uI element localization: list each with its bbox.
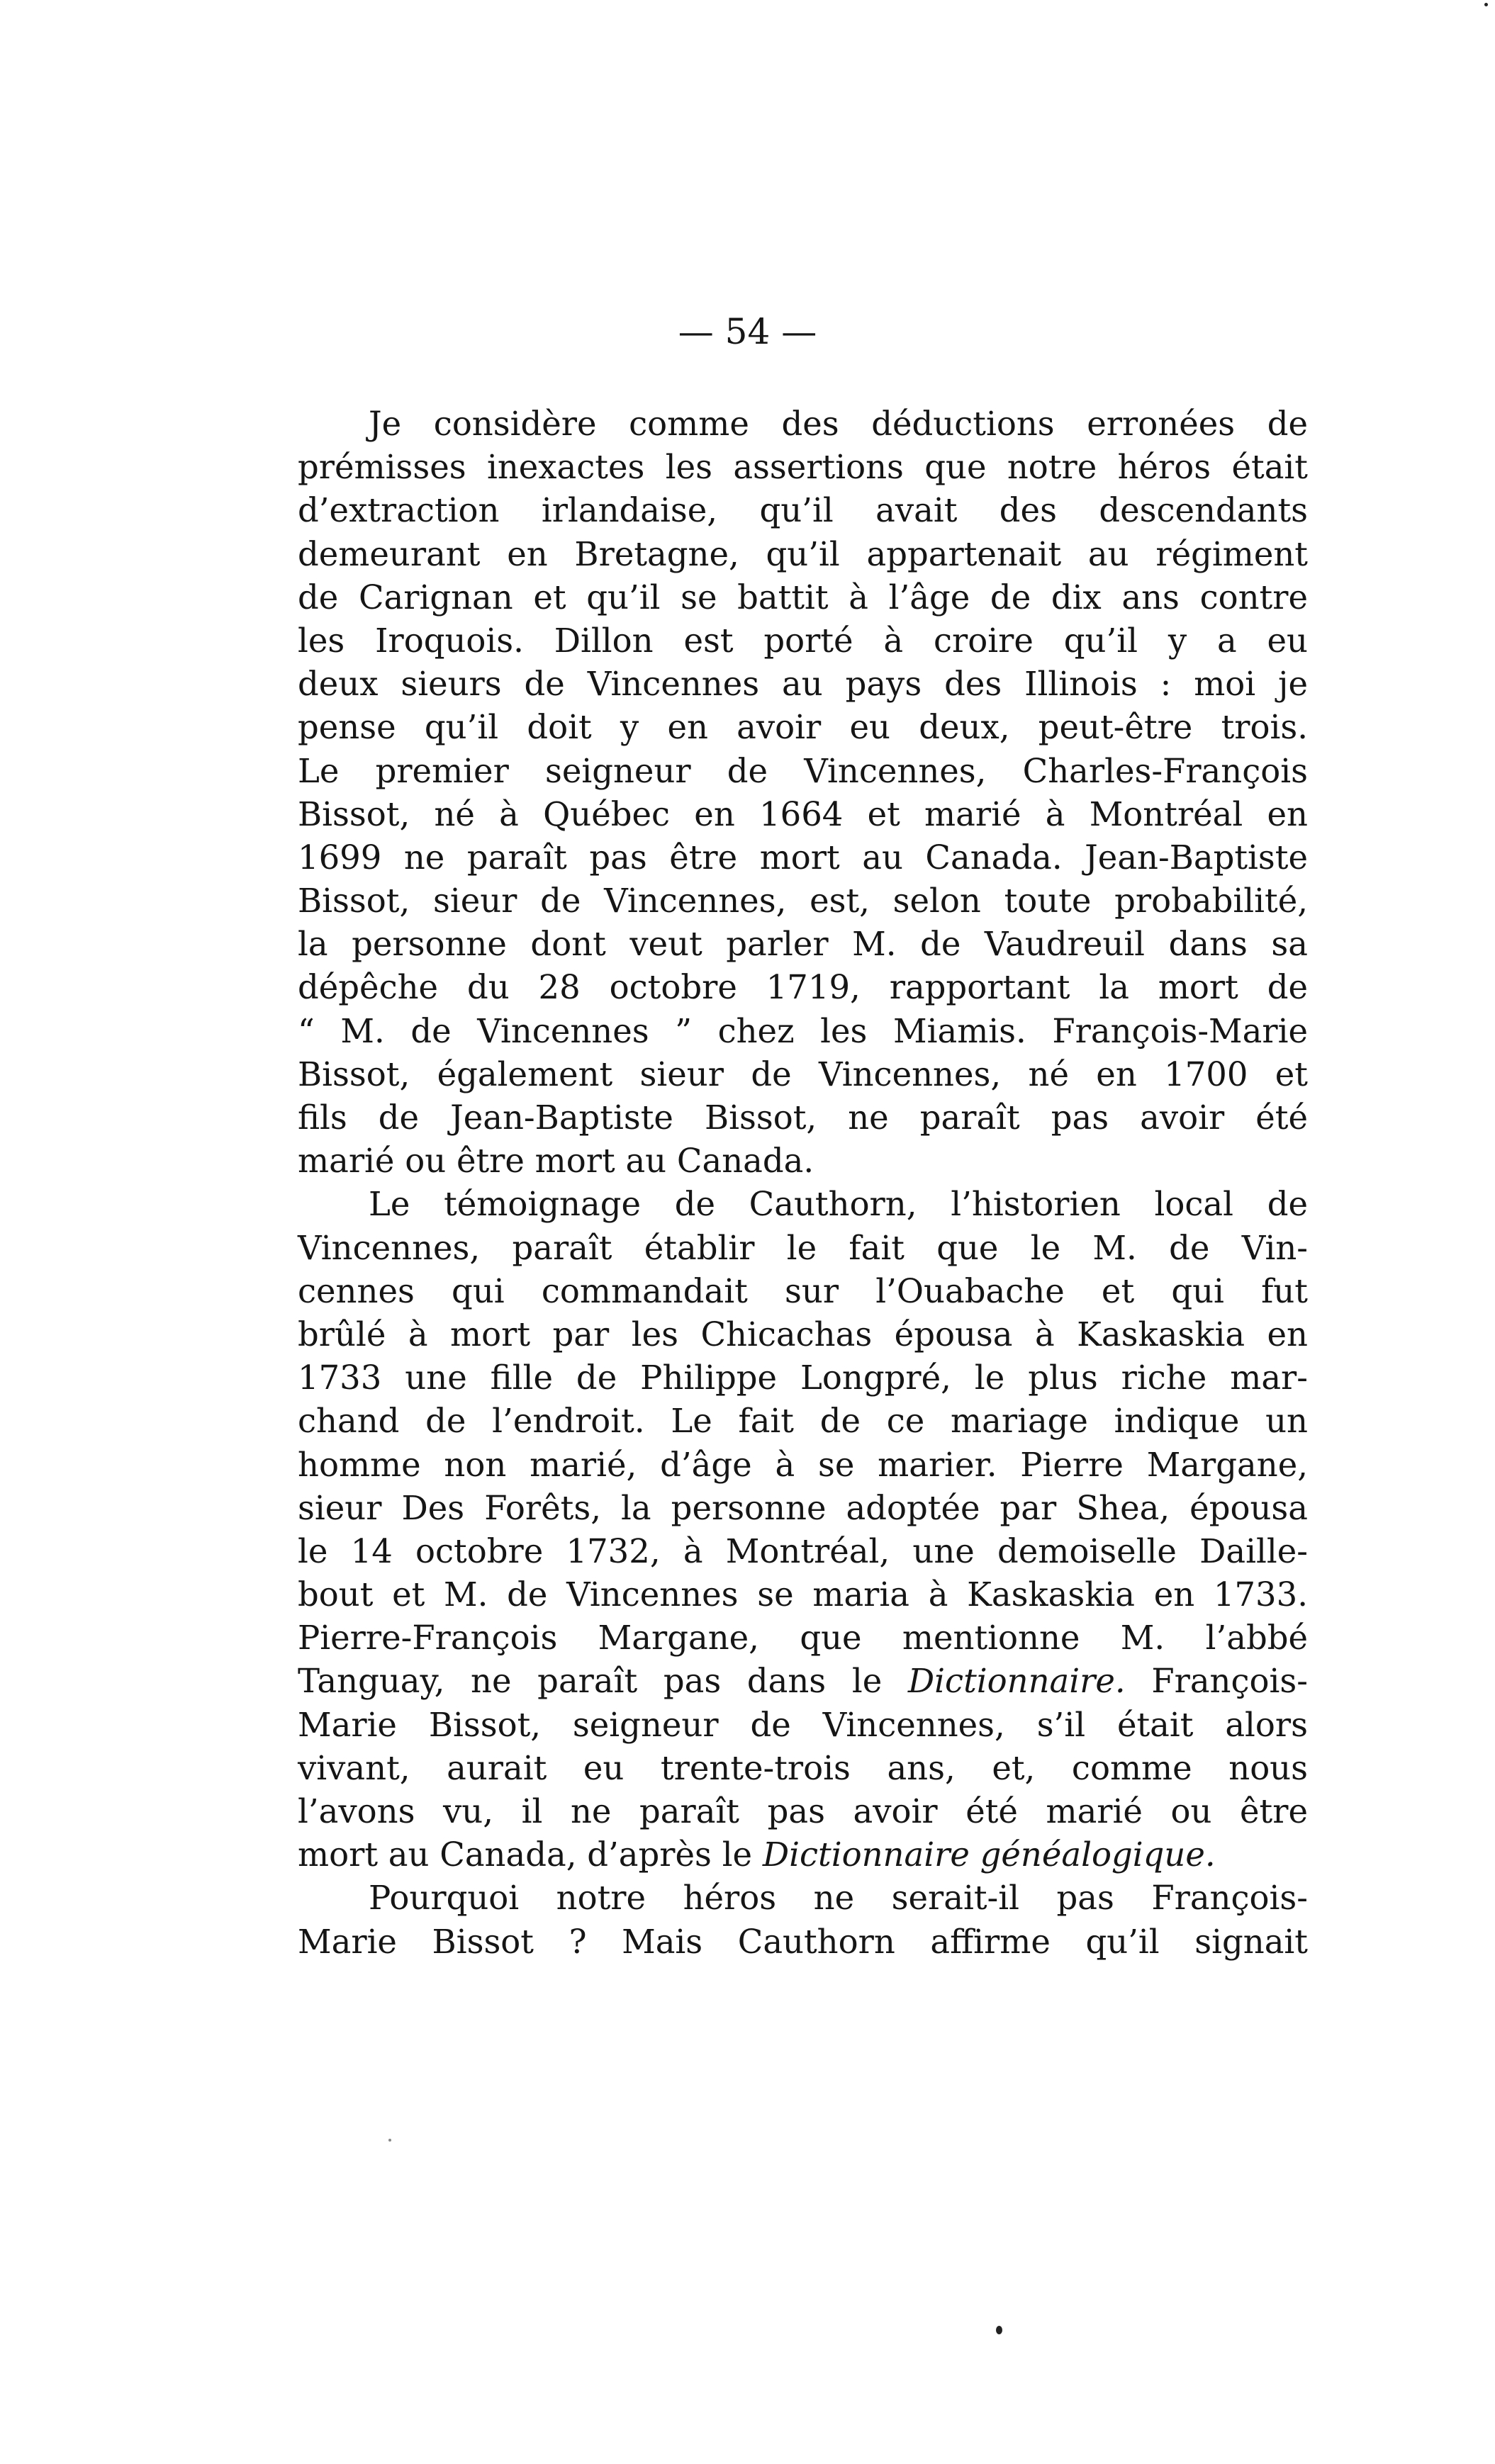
text-line: brûlé à mort par les Chicachas épousa à Kaskaskia en: [298, 1315, 1308, 1354]
ink-speck: [1484, 3, 1488, 6]
text-line: Le premier seigneur de Vincennes, Charles-François: [298, 751, 1308, 790]
paragraph-3: [298, 1877, 1308, 1963]
text-line: de Carignan et qu’il se battit à l’âge de dix ans contre: [298, 578, 1308, 617]
text-line: 1733 une fille de Philippe Longpré, le plus riche mar-: [298, 1358, 1308, 1397]
text-line: Bissot, également sieur de Vincennes, né en 1700 et: [298, 1054, 1308, 1093]
text-run: Tanguay, ne paraît pas dans le: [298, 1662, 908, 1701]
text-line: Marie Bissot ? Mais Cauthorn affirme qu’il signait: [298, 1922, 1308, 1961]
text-line: bout et M. de Vincennes se maria à Kaskaskia en 1733.: [298, 1575, 1308, 1614]
text-line: fils de Jean-Baptiste Bissot, ne paraît pas avoir été: [298, 1098, 1308, 1137]
text-line: “ M. de Vincennes ” chez les Miamis. François-Marie: [298, 1011, 1308, 1050]
text-line: chand de l’endroit. Le fait de ce mariage indique un: [298, 1402, 1308, 1441]
paragraph-2: [298, 1183, 1308, 1877]
ink-speck: [996, 2326, 1002, 2334]
text-line: Pierre-François Margane, que mentionne M. l’abbé: [298, 1619, 1308, 1658]
italic-title: Dictionnaire.: [907, 1662, 1126, 1701]
text-line: le 14 octobre 1732, à Montréal, une demoiselle Daille-: [298, 1531, 1308, 1570]
page-number: — 54 —: [678, 311, 817, 352]
text-line: cennes qui commandait sur l’Ouabache et qui fut: [298, 1271, 1308, 1310]
text-line: d’extraction irlandaise, qu’il avait des descendants: [298, 491, 1308, 530]
text-line: Pourquoi notre héros ne serait-il pas François-: [369, 1879, 1308, 1918]
body-text: [298, 403, 1308, 1964]
text-run: mort au Canada, d’après le: [298, 1835, 763, 1874]
text-line: dépêche du 28 octobre 1719, rapportant la mort de: [298, 968, 1308, 1007]
text-line: prémisses inexactes les assertions que notre héros était: [298, 448, 1308, 487]
text-line: Bissot, né à Québec en 1664 et marié à Montréal en: [298, 794, 1308, 833]
text-line: pense qu’il doit y en avoir eu deux, peut-être trois.: [298, 708, 1308, 747]
text-line: deux sieurs de Vincennes au pays des Illinois : moi je: [298, 665, 1308, 704]
ink-speck: [388, 2139, 391, 2142]
text-line: l’avons vu, il ne paraît pas avoir été marié ou être: [298, 1792, 1308, 1830]
text-line: marié ou être mort au Canada.: [298, 1142, 814, 1181]
text-line: Marie Bissot, seigneur de Vincennes, s’il était alors: [298, 1705, 1308, 1744]
text-line: [298, 1660, 1308, 1703]
text-line: Le témoignage de Cauthorn, l’historien local de: [369, 1185, 1308, 1224]
text-line: les Iroquois. Dillon est porté à croire qu’il y a eu: [298, 621, 1308, 660]
text-line: demeurant en Bretagne, qu’il appartenait au régiment: [298, 534, 1308, 573]
text-line: la personne dont veut parler M. de Vaudreuil dans sa: [298, 925, 1308, 964]
text-line: 1699 ne paraît pas être mort au Canada. Jean-Baptiste: [298, 838, 1308, 877]
text-line: sieur Des Forêts, la personne adoptée par Shea, épousa: [298, 1488, 1308, 1527]
text-line: [298, 1833, 1308, 1877]
italic-title: Dictionnaire généalogique.: [762, 1835, 1216, 1874]
paragraph-1: [298, 403, 1308, 1183]
text-line: homme non marié, d’âge à se marier. Pierre Margane,: [298, 1445, 1308, 1484]
text-run: François-: [1125, 1662, 1308, 1701]
text-line: Je considère comme des déductions erronées de: [369, 405, 1308, 443]
text-line: vivant, aurait eu trente-trois ans, et, comme nous: [298, 1748, 1308, 1787]
text-line: Vincennes, paraît établir le fait que le M. de Vin-: [298, 1228, 1308, 1267]
text-line: Bissot, sieur de Vincennes, est, selon toute probabilité,: [298, 882, 1308, 921]
